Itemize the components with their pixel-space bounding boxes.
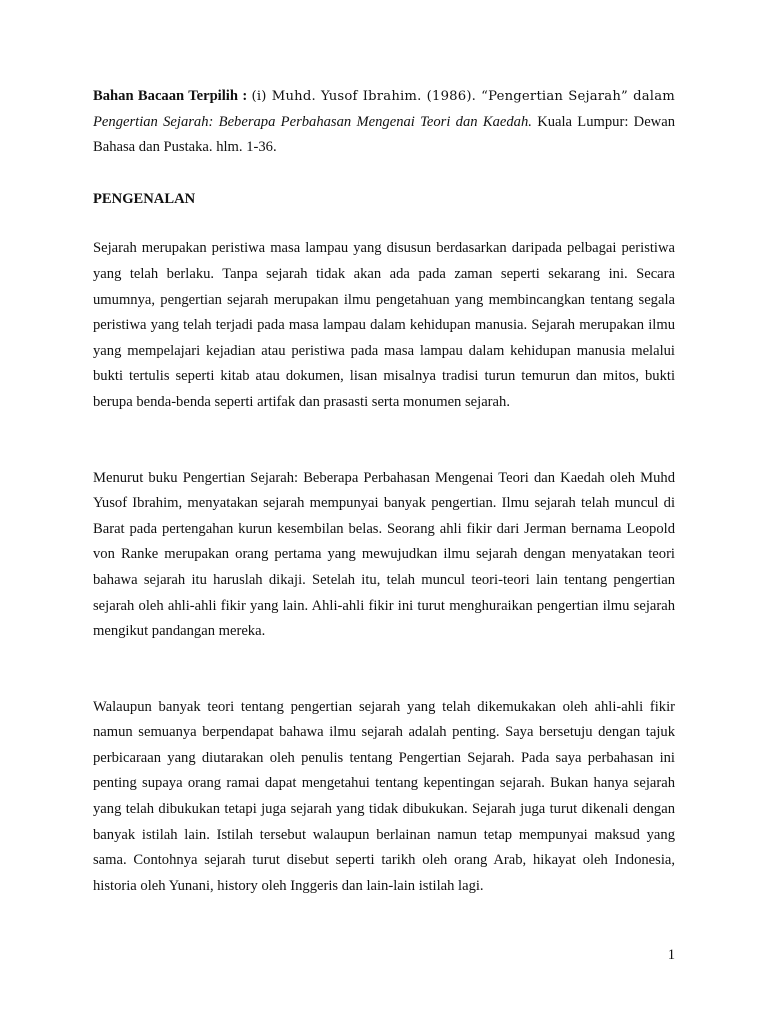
reference-book-title: Pengertian Sejarah: Beberapa Perbahasan Mengenai Teori dan Kaedah. xyxy=(93,113,532,130)
reference-publisher: Kuala Lumpur: Dewan Bahasa dan Pustaka. hlm. 1-36. xyxy=(93,113,675,156)
paragraph-2: Menurut buku Pengertian Sejarah: Beberapa Perbahasan Mengenai Teori dan Kaedah oleh Muhd Yusof Ibrahim, menyatakan sejarah mempunyai banyak pengertian. Ilmu sejarah telah muncul di Barat pada pertengahan kurun kesembilan belas. Seorang ahli fikir dari Jerman bernama Leopold von Ranke merupakan orang pertama yang mewujudkan ilmu sejarah dengan menyatakan teori bahawa sejarah itu haruslah dikaji. Setelah itu, telah muncul teori-teori lain tentang pengertian sejarah oleh ahli-ahli fikir yang lain. Ahli-ahli fikir ini turut menghuraikan pengertian ilmu sejarah mengikut pandangan mereka. xyxy=(93,469,675,640)
section-heading: PENGENALAN xyxy=(93,190,196,207)
reference-label: Bahan Bacaan Terpilih : xyxy=(93,88,248,104)
reading-reference xyxy=(93,84,675,161)
paragraph-1: Sejarah merupakan peristiwa masa lampau yang disusun berdasarkan daripada pelbagai peristiwa yang telah berlaku. Tanpa sejarah tidak akan ada pada zaman seperti sekarang ini. Secara umumnya, pengertian sejarah merupakan ilmu pengetahuan yang membincangkan tentang segala peristiwa yang telah terjadi pada masa lampau dalam kehidupan manusia. Sejarah merupakan ilmu yang mempelajari kejadian atau peristiwa pada masa lampau dalam kehidupan manusia melalui bukti tertulis seperti kitab atau dokumen, lisan misalnya tradisi turun temurun dan mitos, bukti berupa benda-benda seperti artifak dan prasasti serta monumen sejarah. xyxy=(93,240,675,410)
reference-citation: (i) Muhd. Yusof Ibrahim. (1986). “Pengertian Sejarah” dalam xyxy=(251,89,675,104)
page-number: 1 xyxy=(667,947,675,963)
paragraph-3: Walaupun banyak teori tentang pengertian sejarah yang telah dikemukakan oleh ahli-ahli fikir namun semuanya berpendapat bahawa ilmu sejarah adalah penting. Saya bersetuju dengan tajuk perbicaraan yang diutarakan oleh penulis tentang Pengertian Sejarah. Pada saya perbahasan ini penting supaya orang ramai dapat mengetahui tentang kepentingan sejarah. Bukan hanya sejarah yang telah dibukukan tetapi juga sejarah yang tidak dibukukan. Sejarah juga turut dikenali dengan banyak istilah lain. Istilah tersebut walaupun berlainan namun tetap mempunyai maksud yang sama. Contohnya sejarah turut disebut seperti tarikh oleh orang Arab, hikayat oleh Indonesia, historia oleh Yunani, history oleh Inggeris dan lain-lain istilah lagi. xyxy=(93,698,675,894)
document-page xyxy=(93,84,675,899)
